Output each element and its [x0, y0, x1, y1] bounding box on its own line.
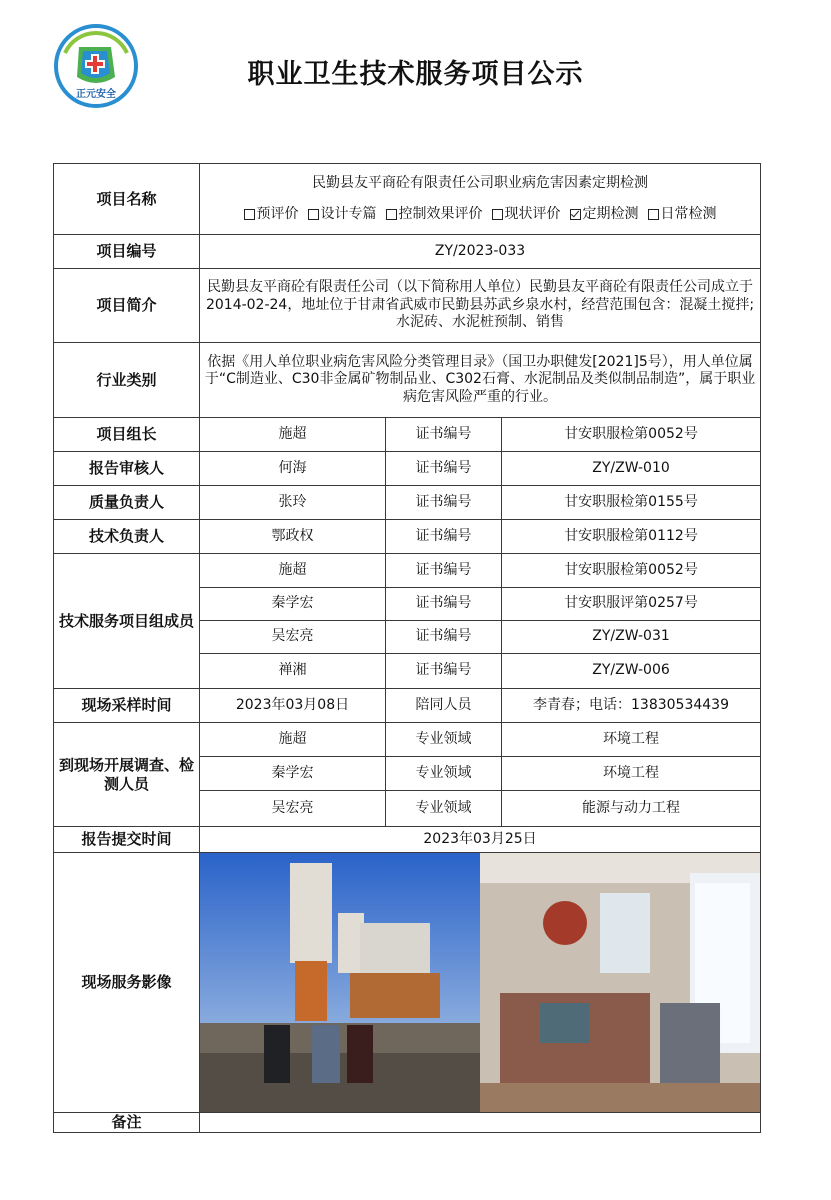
option-daily-detection[interactable]: 日常检测	[648, 206, 717, 224]
team-member-cert: ZY/ZW-006	[502, 654, 761, 689]
team-member-name: 施超	[200, 554, 386, 588]
label-remark: 备注	[54, 1113, 200, 1133]
cert-label: 证书编号	[386, 621, 502, 654]
row-submit	[54, 827, 761, 853]
label-leader: 项目组长	[54, 418, 200, 452]
row-project-no	[54, 235, 761, 269]
project-table	[53, 163, 761, 1133]
label-survey: 到现场开展调查、检测人员	[54, 723, 200, 827]
label-intro: 项目简介	[54, 269, 200, 343]
logo-text: 正元安全	[76, 89, 116, 100]
cert-label: 证书编号	[386, 486, 502, 520]
label-submit-time: 报告提交时间	[54, 827, 200, 853]
survey-member-field: 环境工程	[502, 757, 761, 791]
option-pre-evaluation[interactable]: 预评价	[244, 206, 299, 224]
label-project-no: 项目编号	[54, 235, 200, 269]
checkbox-icon[interactable]	[308, 209, 319, 220]
field-label: 专业领域	[386, 791, 502, 827]
document-title: 职业卫生技术服务项目公示	[247, 59, 584, 90]
row-leader	[54, 418, 761, 452]
field-label: 专业领域	[386, 757, 502, 791]
label-team: 技术服务项目组成员	[54, 554, 200, 689]
quality-cert: 甘安职服检第0155号	[502, 486, 761, 520]
checkbox-icon[interactable]	[244, 209, 255, 220]
row-project-name	[54, 164, 761, 235]
reviewer-name: 何海	[200, 452, 386, 486]
project-name-cell	[200, 164, 761, 235]
checkbox-icon[interactable]	[386, 209, 397, 220]
tech-name: 鄂政权	[200, 520, 386, 554]
option-periodic-detection[interactable]: 定期检测	[570, 206, 639, 224]
accompany-label: 陪同人员	[386, 689, 502, 723]
row-industry	[54, 343, 761, 418]
label-quality: 质量负责人	[54, 486, 200, 520]
row-remark	[54, 1113, 761, 1133]
option-design[interactable]: 设计专篇	[308, 206, 377, 224]
cert-label: 证书编号	[386, 452, 502, 486]
cert-label: 证书编号	[386, 520, 502, 554]
row-images	[54, 853, 761, 1113]
service-type-options	[204, 206, 756, 224]
team-member-name: 吴宏亮	[200, 621, 386, 654]
row-survey-1	[54, 723, 761, 757]
project-no-value: ZY/2023-033	[200, 235, 761, 269]
survey-member-name: 吴宏亮	[200, 791, 386, 827]
project-name-value: 民勤县友平商砼有限责任公司职业病危害因素定期检测	[312, 174, 649, 191]
site-photo-plant	[200, 853, 480, 1112]
cert-label: 证书编号	[386, 418, 502, 452]
option-status-evaluation[interactable]: 现状评价	[492, 206, 561, 224]
team-member-cert: 甘安职服检第0052号	[502, 554, 761, 588]
survey-member-name: 秦学宏	[200, 757, 386, 791]
label-sampling-time: 现场采样时间	[54, 689, 200, 723]
team-member-cert: ZY/ZW-031	[502, 621, 761, 654]
images-cell	[200, 853, 761, 1113]
checkbox-icon[interactable]	[492, 209, 503, 220]
tech-cert: 甘安职服检第0112号	[502, 520, 761, 554]
cert-label: 证书编号	[386, 654, 502, 689]
option-control-effect[interactable]: 控制效果评价	[386, 206, 483, 224]
cert-label: 证书编号	[386, 588, 502, 621]
survey-member-name: 施超	[200, 723, 386, 757]
label-project-name: 项目名称	[54, 164, 200, 235]
label-reviewer: 报告审核人	[54, 452, 200, 486]
reviewer-cert: ZY/ZW-010	[502, 452, 761, 486]
industry-value: 依据《用人单位职业病危害风险分类管理目录》（国卫办职健发[2021]5号），用人单位属于“C制造业、C30非金属矿物制品业、C302石膏、水泥制品及类似制品制造”，属于职业病危害风险严重的行业。	[200, 343, 761, 418]
survey-member-field: 环境工程	[502, 723, 761, 757]
intro-value: 民勤县友平商砼有限责任公司（以下简称用人单位）民勤县友平商砼有限责任公司成立于2014-02-24，地址位于甘肃省武威市民勤县苏武乡泉水村，经营范围包含：混凝土搅拌;水泥砖、水泥桩预制、销售	[200, 269, 761, 343]
remark-value	[200, 1113, 761, 1133]
team-member-name: 秦学宏	[200, 588, 386, 621]
checkbox-checked-icon[interactable]	[570, 209, 581, 220]
survey-member-field: 能源与动力工程	[502, 791, 761, 827]
checkbox-icon[interactable]	[648, 209, 659, 220]
team-member-name: 禅湘	[200, 654, 386, 689]
row-tech	[54, 520, 761, 554]
row-quality	[54, 486, 761, 520]
label-tech: 技术负责人	[54, 520, 200, 554]
leader-name: 施超	[200, 418, 386, 452]
field-label: 专业领域	[386, 723, 502, 757]
submit-time-value: 2023年03月25日	[200, 827, 761, 853]
row-sampling	[54, 689, 761, 723]
cert-label: 证书编号	[386, 554, 502, 588]
accompany-value: 李青春；电话：13830534439	[502, 689, 761, 723]
label-industry: 行业类别	[54, 343, 200, 418]
site-photo-office	[480, 853, 760, 1112]
label-images: 现场服务影像	[54, 853, 200, 1113]
team-member-cert: 甘安职服评第0257号	[502, 588, 761, 621]
row-reviewer	[54, 452, 761, 486]
quality-name: 张玲	[200, 486, 386, 520]
row-team-1	[54, 554, 761, 588]
leader-cert: 甘安职服检第0052号	[502, 418, 761, 452]
sampling-time-value: 2023年03月08日	[200, 689, 386, 723]
row-intro	[54, 269, 761, 343]
